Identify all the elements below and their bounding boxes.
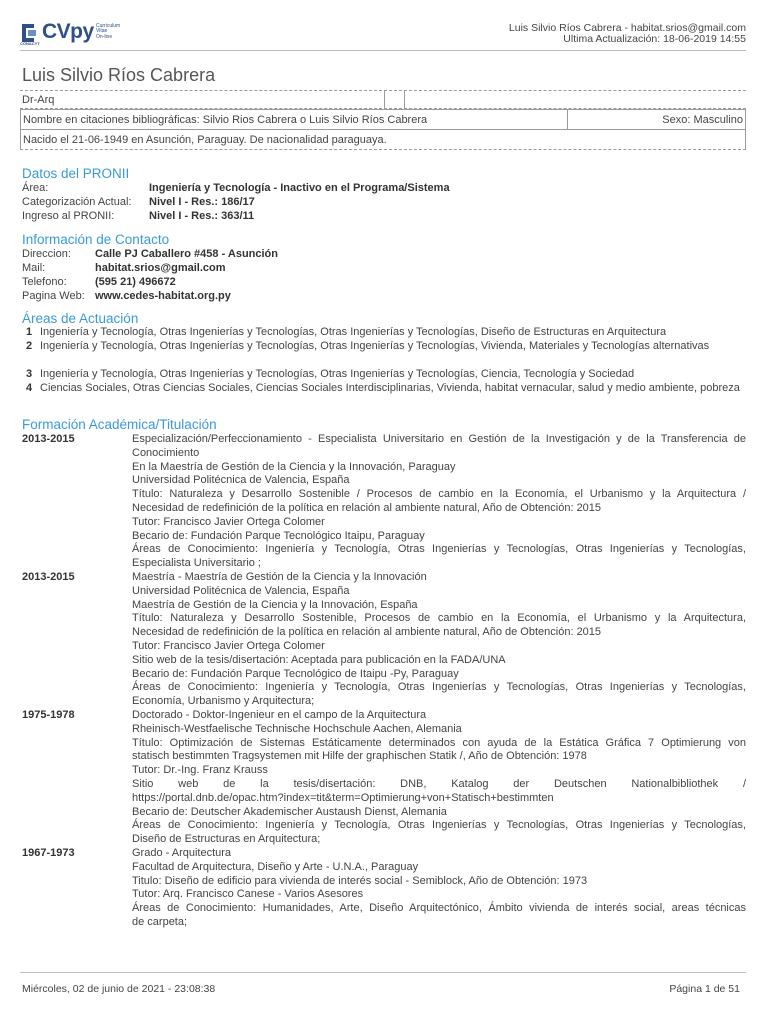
area-item: [22, 382, 746, 408]
formacion-line: Título: Naturaleza y Desarrollo Sostenible / Procesos de cambio en la Economía, el Urbanismo y la Arquitectura /: [132, 488, 746, 501]
formacion-years: 2013-2015: [22, 571, 75, 583]
formacion-line: Necesidad de redefinición de la política en relación al ambiente natural, Año de Obtención: 2015: [132, 626, 602, 639]
formacion-line: Becario de: Deutscher Akademischer Austaush Dienst, Alemania: [132, 805, 447, 818]
formacion-line: Áreas de Conocimiento: Ingeniería y Tecnología, Otras Ingenierías y Tecnologías, Otras Ingenierías y Tecnologías,: [132, 681, 746, 694]
formacion-line: Necesidad de redefinición de la política en relación al ambiente natural, Año de Obtención: 2015: [132, 502, 602, 514]
formacion-line: Doctorado - Doktor-Ingenieur en el campo de la Arquitectura: [132, 709, 427, 721]
area-text: Ciencias Sociales, Otras Ciencias Sociales, Ciencias Sociales Interdisciplinarias, Vivienda, habitat vernacular, salud y medio ambiente, pobreza: [40, 382, 740, 394]
formacion-line: Maestría de Gestión de la Ciencia y la Innovación, España: [132, 598, 418, 611]
citation-names: Nombre en citaciones bibliográficas: Silvio Rios Cabrera o Luis Silvio Ríos Cabrera: [20, 109, 568, 130]
identity-row-citations: [20, 109, 746, 130]
formacion-line: Rheinisch-Westfaelische Technische Hochschule Aachen, Alemania: [132, 722, 462, 735]
pronii-data: [22, 181, 746, 223]
contact-label: Telefono:: [22, 276, 67, 288]
pronii-value: Ingeniería y Tecnología - Inactivo en el Programa/Sistema: [149, 182, 450, 194]
formacion-line: Becario de: Fundación Parque Tecnológico Itaipu, Paraguay: [132, 529, 425, 542]
pronii-row: [22, 181, 746, 195]
title-spacer: [385, 90, 405, 109]
header-info: [509, 23, 746, 45]
formacion-line: https://portal.dnb.de/opac.htm?index=tit&term=Optimierung+von+Statisch+bestimmten: [132, 791, 554, 804]
formacion-line: Universidad Politécnica de Valencia, España: [132, 584, 350, 597]
header-contact: Luis Silvio Ríos Cabrera - habitat.srios@gmail.com: [508, 22, 746, 34]
area-number: 1: [26, 326, 33, 338]
formacion-years: 2013-2015: [22, 433, 75, 445]
contact-data: [22, 247, 746, 303]
formacion-line: statisch bestimmten Tragsystemen mit Hilfe der graphischen Statik /, Año de Obtención: 1978: [132, 750, 587, 763]
section-title-areas: Áreas de Actuación: [22, 311, 139, 326]
contact-row: [22, 275, 746, 289]
pronii-value: Nivel I - Res.: 363/11: [149, 210, 255, 222]
pronii-row: [22, 195, 746, 209]
formacion-line: Maestría - Maestría de Gestión de la Ciencia y la Innovación: [132, 571, 427, 583]
contact-phone: (595 21) 496672: [95, 276, 176, 288]
header-divider: [20, 50, 746, 51]
area-text: Ingeniería y Tecnología, Otras Ingenierías y Tecnologías, Otras Ingenierías y Tecnologías, Ciencia, Tecnología y Sociedad: [40, 368, 635, 380]
formacion-line: Título: Optimización de Sistemas Estáticamente determinados con ayuda de la Estática Gráfica 7 Optimierung von: [132, 736, 746, 749]
formacion-line: Tutor: Francisco Javier Ortega Colomer: [132, 640, 325, 652]
logo-brand: CVpy: [42, 20, 94, 43]
area-number: 3: [26, 368, 33, 380]
logo-conacyt: CONACYT: [20, 41, 40, 46]
formacion-line: Grado - Arquitectura: [132, 847, 232, 859]
contact-label: Pagina Web:: [22, 290, 85, 302]
formacion-line: Universidad Politécnica de Valencia, España: [132, 474, 350, 487]
area-item: [22, 326, 746, 339]
contact-label: Direccion:: [22, 248, 71, 260]
academic-title: Dr-Arq: [20, 90, 385, 109]
contact-row: [22, 261, 746, 275]
pronii-label: Área:: [22, 182, 49, 194]
contact-row: [22, 247, 746, 261]
formacion-line: En la Maestría de Gestión de la Ciencia y la Innovación, Paraguay: [132, 460, 456, 473]
section-title-contact: Información de Contacto: [22, 232, 170, 247]
identity-row-birth: [20, 130, 746, 150]
formacion-line: Economía, Urbanismo y Arquitectura;: [132, 695, 315, 708]
pronii-label: Categorización Actual:: [22, 196, 132, 208]
birth-info: Nacido el 21-06-1949 en Asunción, Paraguay. De nacionalidad paraguaya.: [20, 130, 746, 150]
formacion-line: Sitio web de la tesis/disertación: DNB, Katalog der Deutschen Nationalbibliothek /: [132, 778, 746, 790]
contact-address: Calle PJ Caballero #458 - Asunción: [95, 248, 278, 260]
person-name: Luis Silvio Ríos Cabrera: [22, 65, 216, 85]
pronii-row: [22, 209, 746, 223]
identity-row-title: [20, 90, 746, 109]
logo-tagline-line: Vitae: [96, 28, 108, 35]
logo-tagline: [96, 24, 120, 40]
pronii-value: Nivel I - Res.: 186/17: [149, 196, 255, 208]
area-number: 4: [26, 382, 33, 394]
contact-website-link[interactable]: www.cedes-habitat.org.py: [95, 290, 231, 302]
formacion-line: Tutor: Francisco Javier Ortega Colomer: [132, 515, 325, 528]
formacion-line: Conocimiento: [132, 446, 200, 459]
formacion-line: Especialista Universitario ;: [132, 557, 261, 570]
pronii-label: Ingreso al PRONII:: [22, 210, 115, 222]
formacion-line: Diseño de Estructuras en Arquitectura;: [132, 833, 321, 846]
logo-tagline-line: Curriculum: [96, 23, 121, 29]
footer-page-number: Página 1 de 51: [669, 983, 740, 995]
area-text: Ingeniería y Tecnología, Otras Ingenierías y Tecnologías, Otras Ingenierías y Tecnologías, Diseño de Estructuras en Arquitectura: [40, 326, 667, 338]
section-title-pronii: Datos del PRONII: [22, 166, 130, 181]
formacion-line: de carpeta;: [132, 916, 188, 928]
formacion-line: Becario de: Fundación Parque Tecnológico de Itaipu -Py, Paraguay: [132, 667, 459, 680]
formacion-line: Titulo: Diseño de edificio para vivienda de interés social - Semiblock, Año de Obtención: 1973: [132, 874, 588, 887]
formacion-line: Especialización/Perfeccionamiento - Especialista Universitario en Gestión de la Investigación y de la Transferencia de: [132, 433, 746, 445]
footer-divider: [20, 972, 746, 973]
formacion-line: Título: Naturaleza y Desarrollo Sostenible, Procesos de cambio en la Economía, el Urbanismo y la Arquitectura,: [132, 612, 746, 625]
area-item: [22, 368, 746, 381]
section-title-formacion: Formación Académica/Titulación: [22, 417, 217, 432]
area-text: Ingeniería y Tecnología, Otras Ingenierías y Tecnologías, Otras Ingenierías y Tecnologías, Vivienda, Materiales y Tecnologías alternativas: [40, 340, 710, 352]
formacion-line: Sitio web de la tesis/disertación: Aceptada para publicación en la FADA/UNA: [132, 653, 506, 666]
logo-tagline-line: On-line: [96, 33, 113, 40]
contact-label: Mail:: [22, 262, 46, 274]
cvpy-logo: [20, 22, 135, 48]
formacion-years: 1975-1978: [22, 709, 75, 721]
formacion-line: Áreas de Conocimiento: Ingeniería y Tecnología, Otras Ingenierías y Tecnologías, Otras Ingenierías y Tecnologías,: [132, 543, 746, 556]
contact-email-link[interactable]: habitat.srios@gmail.com: [95, 262, 226, 274]
formacion-line: Tutor: Dr.-Ing. Franz Krauss: [132, 764, 268, 777]
contact-row: [22, 289, 746, 303]
formacion-line: Facultad de Arquitectura, Diseño y Arte - U.N.A., Paraguay: [132, 860, 419, 873]
formacion-line: Áreas de Conocimiento: Ingeniería y Tecnología, Otras Ingenierías y Tecnologías, Otras Ingenierías y Tecnologías,: [132, 819, 746, 832]
footer-date: Miércoles, 02 de junio de 2021 - 23:08:38: [22, 983, 216, 995]
header-update: Ultima Actualización: 18-06-2019 14:55: [563, 33, 746, 45]
area-number: 2: [26, 340, 33, 352]
formacion-line: Tutor: Arq. Francisco Canese - Varios Asesores: [132, 888, 364, 901]
formacion-line: Áreas de Conocimiento: Humanidades, Arte, Diseño Arquitectónico, Ámbito vivienda de interés social, areas técnicas: [132, 902, 746, 915]
formacion-years: 1967-1973: [22, 847, 75, 859]
area-item: [22, 340, 746, 366]
sex: Sexo: Masculino: [568, 109, 746, 130]
